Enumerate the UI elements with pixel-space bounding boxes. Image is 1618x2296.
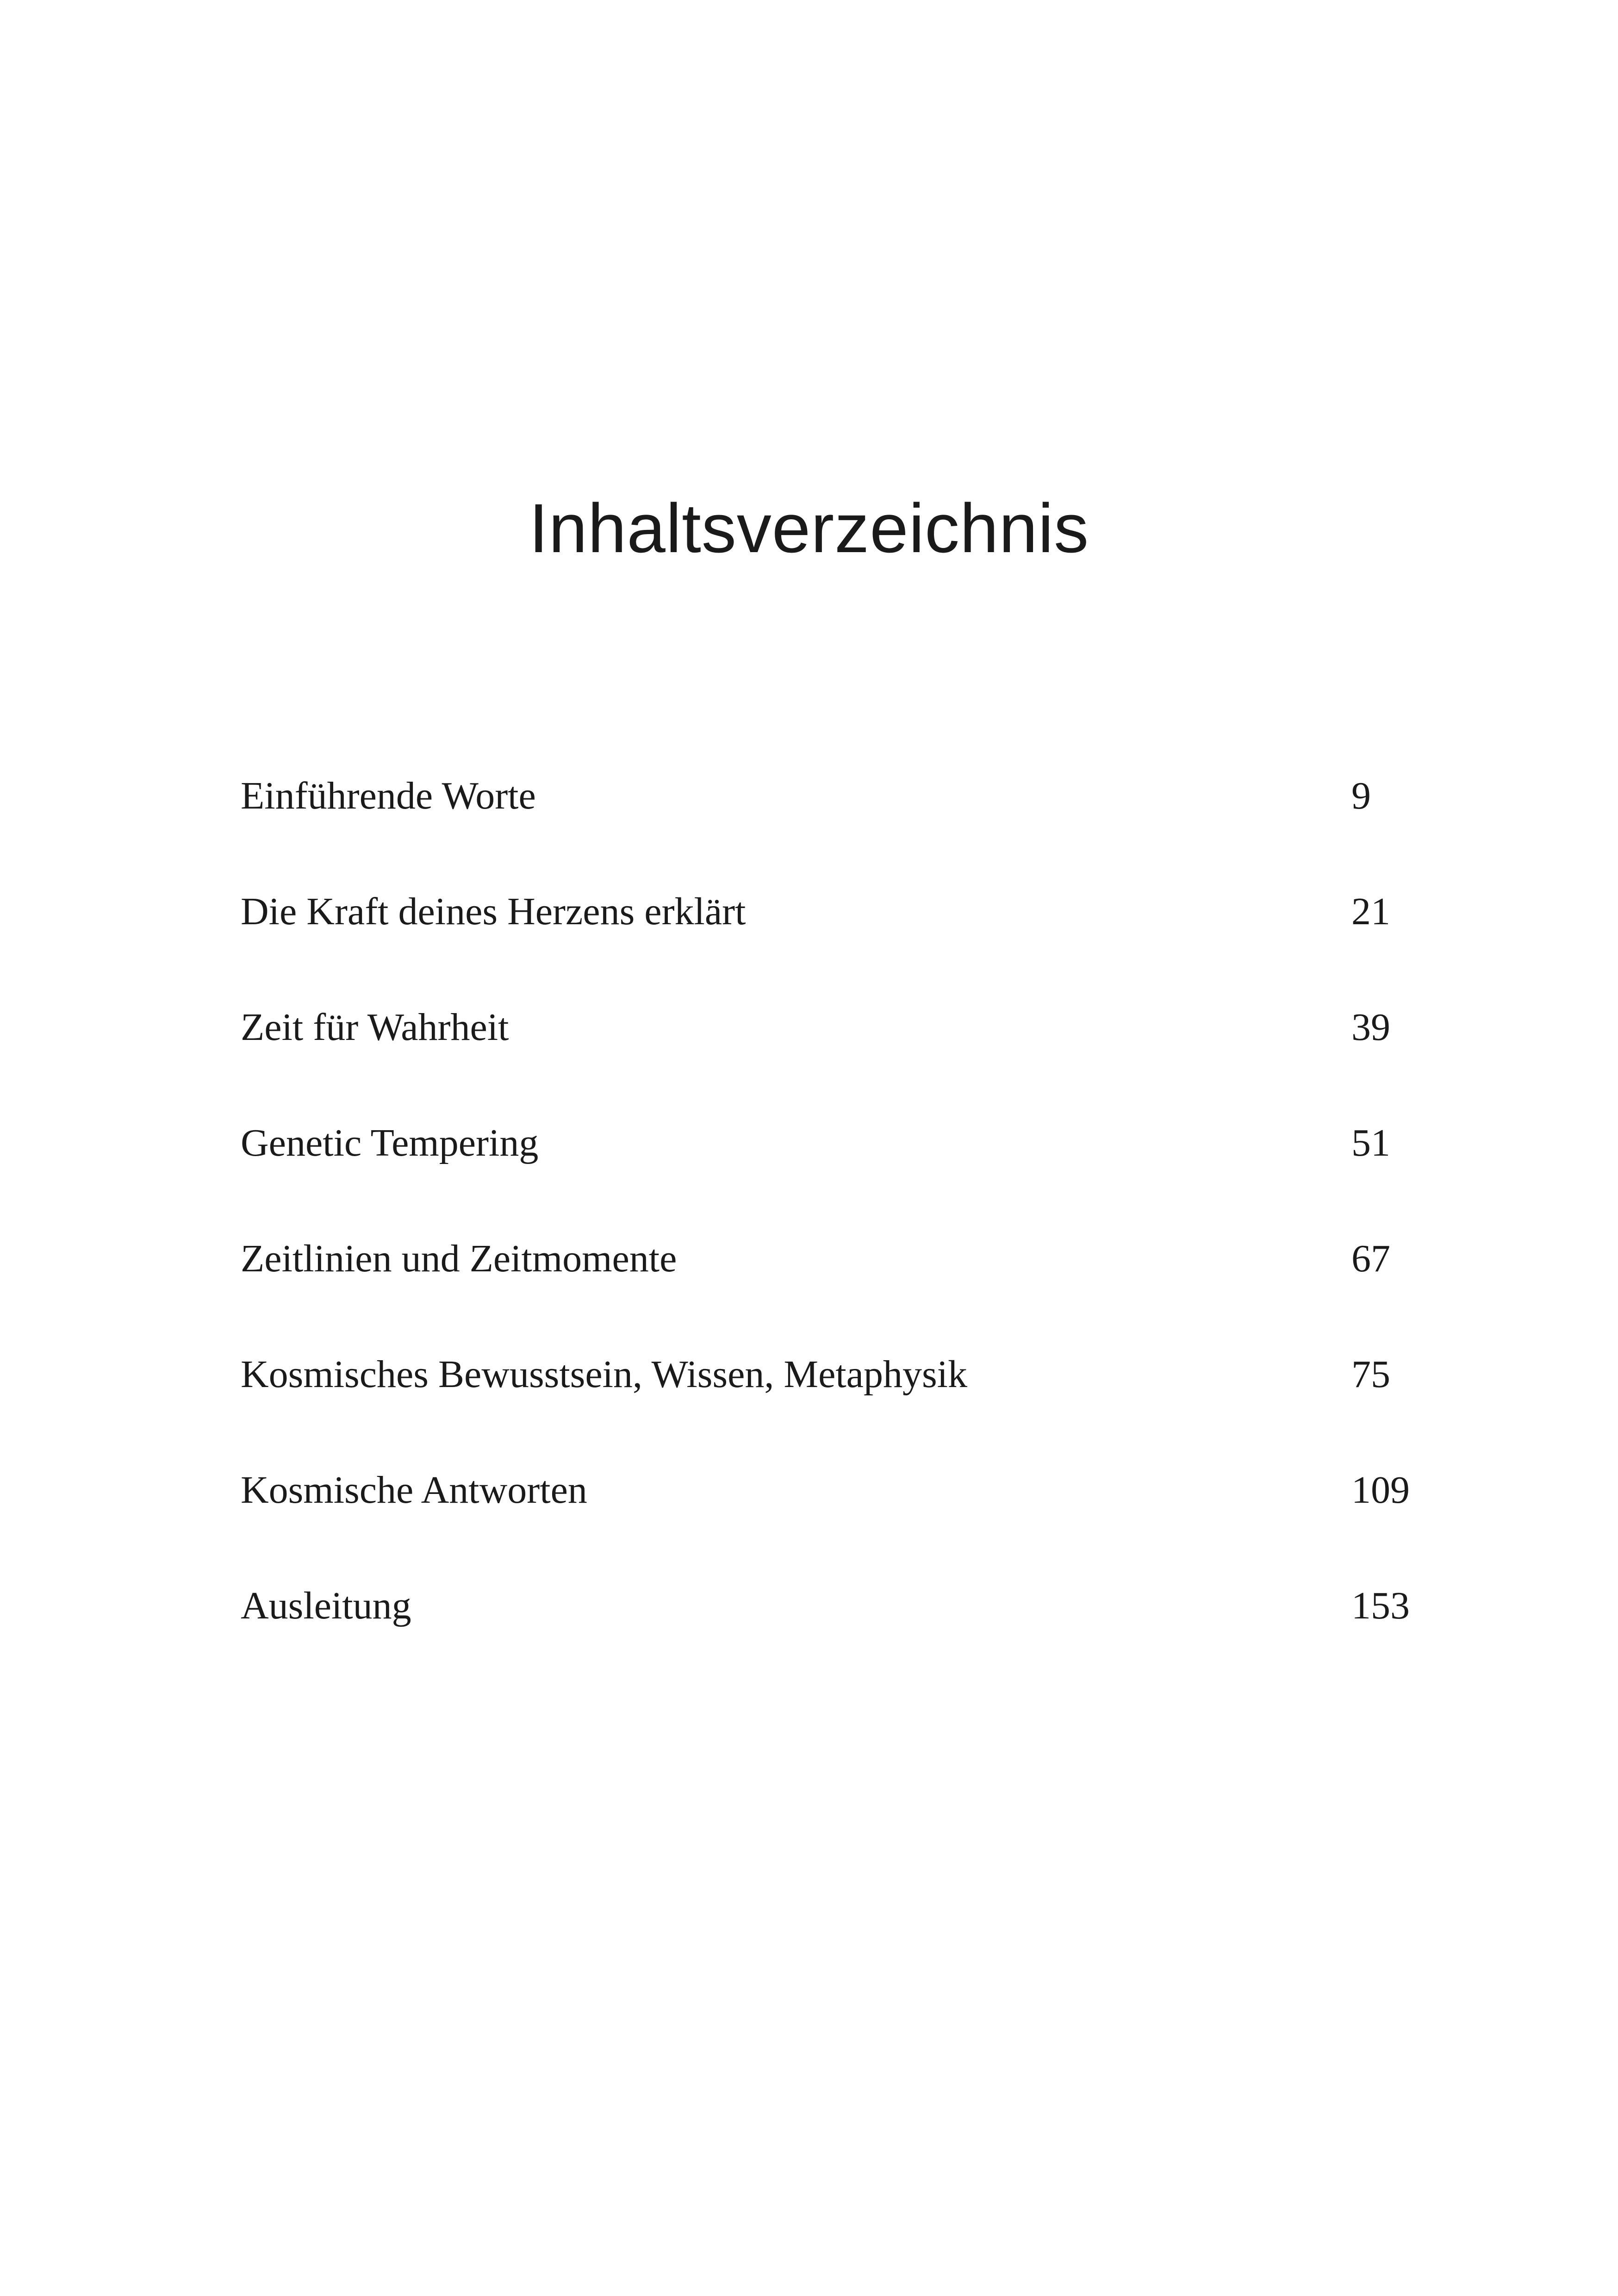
toc-entry-title: Die Kraft deines Herzens erklärt	[241, 890, 746, 933]
toc-entry-page-number: 67	[1351, 1237, 1390, 1280]
toc-entry	[241, 1576, 1444, 1636]
toc-entry-title: Einführende Worte	[241, 774, 536, 817]
toc-entry	[241, 766, 1444, 826]
toc-entry-title: Kosmische Antworten	[241, 1468, 587, 1512]
toc-entry-page-number: 153	[1351, 1584, 1410, 1627]
toc-entry-title: Ausleitung	[241, 1584, 411, 1627]
toc-entry	[241, 997, 1444, 1058]
toc-entry-page-number: 75	[1351, 1353, 1390, 1396]
toc-entry-page-number: 9	[1351, 774, 1371, 817]
toc-entry-title: Genetic Tempering	[241, 1121, 539, 1164]
toc-entry	[241, 1344, 1444, 1405]
toc-entry-title: Kosmisches Bewusstsein, Wissen, Metaphysik	[241, 1353, 967, 1396]
toc-entry	[241, 1229, 1444, 1289]
toc-entry-page-number: 51	[1351, 1121, 1390, 1164]
toc-entry-page-number: 109	[1351, 1468, 1410, 1512]
toc-entry-title: Zeitlinien und Zeitmomente	[241, 1237, 677, 1280]
page-title: Inhaltsverzeichnis	[529, 489, 1089, 567]
toc-entry-page-number: 21	[1351, 890, 1390, 933]
toc-entry-title: Zeit für Wahrheit	[241, 1006, 509, 1049]
toc-entry-page-number: 39	[1351, 1006, 1390, 1049]
toc-entry	[241, 882, 1444, 942]
toc-entry	[241, 1460, 1444, 1520]
toc-entry	[241, 1113, 1444, 1173]
